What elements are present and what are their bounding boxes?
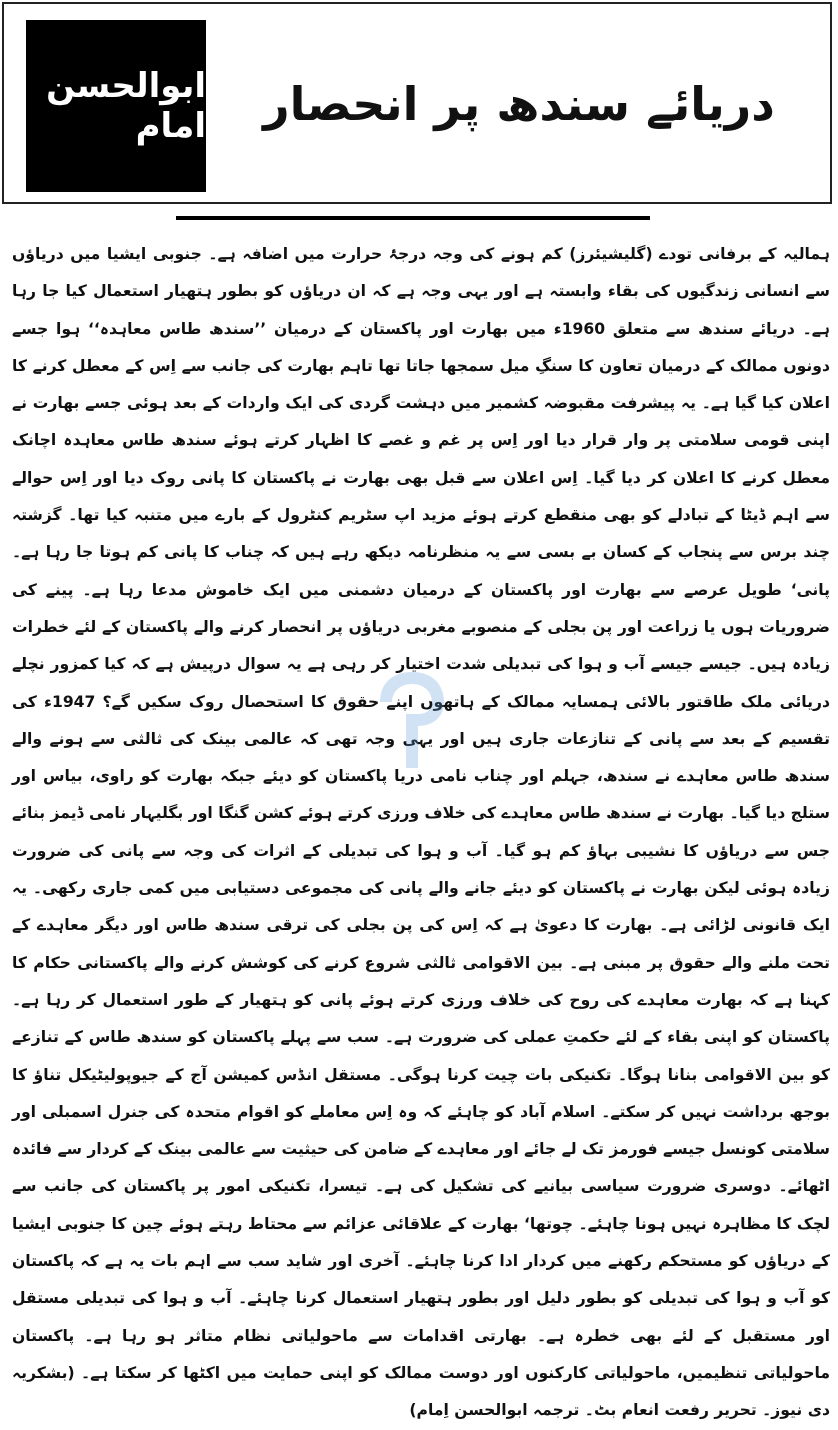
logo-watermark-icon xyxy=(372,662,452,778)
header-box xyxy=(2,2,832,204)
page-title: دریائے سندھ پر انحصار xyxy=(263,77,775,131)
title-divider xyxy=(176,216,650,220)
article-body: ہمالیہ کے برفانی تودے (گلیشیئرز) کم ہونے کی وجہ درجۂ حرارت میں اضافہ ہے۔ جنوبی ایشیا میں دریاؤں سے انسانی زندگیوں کی بقاء وابستہ ہے اور یہی وجہ ہے کہ ان دریاؤں کو بطور ہتھیار استعمال کیا جا رہا ہے۔ دریائے سندھ سے متعلق 1960ء میں بھارت اور پاکستان کے درمیان ’’سندھ طاس معاہدہ‘‘ ہوا جسے دونوں ممالک کے درمیان تعاون کا سنگِ میل سمجھا جاتا تھا تاہم بھارت کی جانب سے اِس کے معطل کرنے کا اعلان کیا گیا ہے۔ یہ پیشرفت مقبوضہ کشمیر میں دہشت گردی کی ایک واردات کے بعد ہوئی جسے بھارت نے اپنی قومی سلامتی پر وار قرار دیا اور اِس پر غم و غصے کا اظہار کرتے ہوئے سندھ طاس معاہدہ اچانک معطل کرنے کا اعلان کر دیا گیا۔ اِس اعلان سے قبل بھی بھارت نے پاکستان کا پانی روک دیا اور اِس حوالے سے اہم ڈیٹا کے تبادلے کو بھی منقطع کرتے ہوئے مزید اپ سٹریم کنٹرول کے بارے میں متنبہ کیا تھا۔ گزشتہ چند برس سے پنجاب کے کسان بے بسی سے یہ منظرنامہ دیکھ رہے ہیں کہ چناب کا پانی کم ہوتا جا رہا ہے۔ پانی‘ طویل عرصے سے بھارت اور پاکستان کے درمیان دشمنی میں ایک خاموش مدعا رہا ہے۔ پینے کی ضروریات ہوں یا زراعت اور پن بجلی کے منصوبے مغربی دریاؤں پر انحصار کرنے والے پاکستان کے لئے خطرات زیادہ ہیں۔ جیسے جیسے آب و ہوا کی تبدیلی شدت اختیار کر رہی ہے یہ سوال درپیش ہے کہ کیا کمزور نچلے دریائی ملک طاقتور بالائی ہمسایہ ممالک کے ہاتھوں اپنے حقوق کا استحصال روک سکیں گے؟ 1947ء کی تقسیم کے بعد سے پانی کے تنازعات جاری ہیں اور یہی وجہ تھی کہ عالمی بینک کی ثالثی سے ہونے والے سندھ طاس معاہدے نے سندھ، جہلم اور چناب نامی دریا پاکستان کو دیئے جبکہ بھارت کو راوی، بیاس اور ستلج دیا گیا۔ بھارت نے سندھ طاس معاہدے کی خلاف ورزی کرتے ہوئے کشن گنگا اور بگلیہار نامی ڈیمز بنائے جس سے دریاؤں کا نشیبی بہاؤ کم ہو گیا۔ آب و ہوا کی تبدیلی کے اثرات کی وجہ سے پانی کی ضرورت زیادہ ہوئی لیکن بھارت نے پاکستان کو دیئے جانے والے پانی کی مجموعی دستیابی میں کمی جاری رکھی۔ یہ ایک قانونی لڑائی ہے۔ بھارت کا دعویٰ ہے کہ اِس کی پن بجلی کی ترقی سندھ طاس اور دیگر معاہدے کے تحت ملنے والے حقوق پر مبنی ہے۔ بین الاقوامی ثالثی شروع کرنے کی کوشش کرنے والے پاکستانی حکام کا کہنا ہے کہ بھارت معاہدے کی روح کی خلاف ورزی کرتے ہوئے پانی کو ہتھیار کے طور استعمال کر رہا ہے۔ پاکستان کو اپنی بقاء کے لئے حکمتِ عملی کی ضرورت ہے۔ سب سے پہلے پاکستان کو سندھ طاس کے تنازعے کو بین الاقوامی بنانا ہوگا۔ تکنیکی بات چیت کرنا ہوگی۔ مستقل انڈس کمیشن آج کے جیوپولیٹیکل تناؤ کا بوجھ برداشت نہیں کر سکتے۔ اسلام آباد کو چاہئے کہ وہ اِس معاملے کو اقوام متحدہ کی جنرل اسمبلی اور سلامتی کونسل جیسے فورمز تک لے جائے اور معاہدے کے ضامن کی حیثیت سے عالمی بینک کے کردار سے فائدہ اٹھائے۔ دوسری ضرورت سیاسی بیانیے کی تشکیل کی ہے۔ تیسرا، تکنیکی امور پر پاکستان کی جانب سے لچک کا مظاہرہ نہیں ہونا چاہئے۔ چوتھا‘ بھارت کے علاقائی عزائم سے محتاط رہتے ہوئے چین کا جنوبی ایشیا کے دریاؤں کو مستحکم رکھنے میں کردار ادا کرنا چاہئے۔ آخری اور شاید سب سے اہم بات یہ ہے کہ پاکستان کو آب و ہوا کی تبدیلی کو بطور دلیل اور بطور ہتھیار استعمال کرنا چاہئے۔ آب و ہوا کی تبدیلی مستقل اور مستقبل کے لئے بھی خطرہ ہے۔ بھارتی اقدامات سے ماحولیاتی نظام متاثر ہو رہا ہے۔ پاکستان ماحولیاتی تنظیمیں، ماحولیاتی کارکنوں اور دوست ممالک کو اپنی حمایت میں اکٹھا کر سکتا ہے۔ (بشکریہ دی نیوز۔ تحریر رفعت انعام بٹ۔ ترجمہ ابوالحسن اِمام) xyxy=(11,245,831,1420)
author-logo-text: ابوالحسن امام xyxy=(46,66,206,146)
author-logo xyxy=(26,20,206,192)
